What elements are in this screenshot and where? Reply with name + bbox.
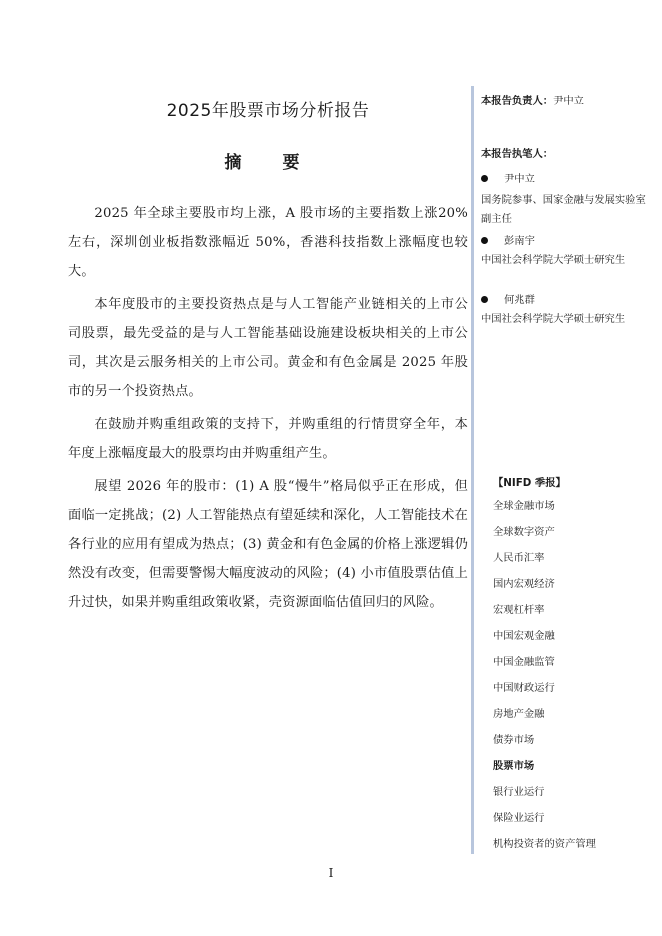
author-3-affiliation: 中国社会科学院大学硕士研究生 bbox=[481, 313, 626, 325]
nifd-series-item: 房地产金融 bbox=[493, 708, 545, 720]
abstract-paragraph-4: 展望 2026 年的股市：(1) A 股“慢牛”格局似乎正在形成，但面临一定挑战；(2) 人工智能热点有望延续和深化，人工智能技术在各行业的应用有望成为热点；(3) 黄金和有色金属的价格上涨逻辑仍然没有改变，但需要警惕大幅度波动的风险；(4) 小市值股票估值上升过快，如果并购重组政策收紧，壳资源面临估值回归的风险。 bbox=[68, 479, 468, 610]
author-2-affiliation: 中国社会科学院大学硕士研究生 bbox=[481, 254, 626, 266]
responsible-label: 本报告负责人： bbox=[481, 95, 554, 107]
bullet-icon bbox=[481, 296, 488, 303]
writers-label: 本报告执笔人： bbox=[481, 148, 554, 160]
author-1-affiliation: 国务院参事、国家金融与发展实验室副主任 bbox=[481, 194, 646, 225]
nifd-series-item: 保险业运行 bbox=[493, 812, 545, 824]
author-name: 何兆群 bbox=[504, 294, 535, 306]
nifd-series-item: 中国金融监管 bbox=[493, 656, 555, 668]
sidebar-divider bbox=[471, 86, 474, 854]
nifd-series-item: 中国财政运行 bbox=[493, 682, 555, 694]
nifd-series-item: 全球数字资产 bbox=[493, 526, 555, 538]
nifd-series-item: 机构投资者的资产管理 bbox=[493, 838, 596, 850]
author-name: 尹中立 bbox=[504, 173, 535, 185]
nifd-series-list bbox=[493, 497, 596, 861]
nifd-series-item: 人民币汇率 bbox=[493, 552, 545, 564]
nifd-series-item: 宏观杠杆率 bbox=[493, 604, 545, 616]
abstract-heading: 摘 要 bbox=[224, 153, 312, 173]
nifd-series-item: 债券市场 bbox=[493, 734, 535, 746]
nifd-series-item: 国内宏观经济 bbox=[493, 578, 555, 590]
nifd-series-item: 全球金融市场 bbox=[493, 500, 555, 512]
author-2 bbox=[481, 232, 535, 247]
nifd-series-item: 股票市场 bbox=[493, 760, 535, 772]
author-1 bbox=[481, 170, 535, 185]
page-number: I bbox=[328, 866, 334, 880]
report-responsible bbox=[481, 92, 584, 107]
abstract-paragraph-1: 2025 年全球主要股市均上涨，A 股市场的主要指数上涨20%左右，深圳创业板指数涨幅近 50%，香港科技指数上涨幅度也较大。 bbox=[68, 206, 468, 279]
nifd-series-item: 银行业运行 bbox=[493, 786, 545, 798]
report-title: 2025年股票市场分析报告 bbox=[166, 101, 370, 121]
author-3 bbox=[481, 291, 535, 306]
bullet-icon bbox=[481, 237, 488, 244]
nifd-series-item: 中国宏观金融 bbox=[493, 630, 555, 642]
abstract-paragraph-2: 本年度股市的主要投资热点是与人工智能产业链相关的上市公司股票，最先受益的是与人工智能基础设施建设板块相关的上市公司，其次是云服务相关的上市公司。黄金和有色金属是 2025 年股市的另一个投资热点。 bbox=[68, 297, 468, 399]
bullet-icon bbox=[481, 175, 488, 182]
responsible-name: 尹中立 bbox=[553, 95, 584, 107]
nifd-series-title: 【NIFD 季报】 bbox=[493, 477, 566, 489]
author-name: 彭南宇 bbox=[504, 235, 535, 247]
abstract-paragraph-3: 在鼓励并购重组政策的支持下，并购重组的行情贯穿全年，本年度上涨幅度最大的股票均由并购重组产生。 bbox=[68, 417, 468, 461]
abstract-paragraphs bbox=[68, 199, 468, 621]
